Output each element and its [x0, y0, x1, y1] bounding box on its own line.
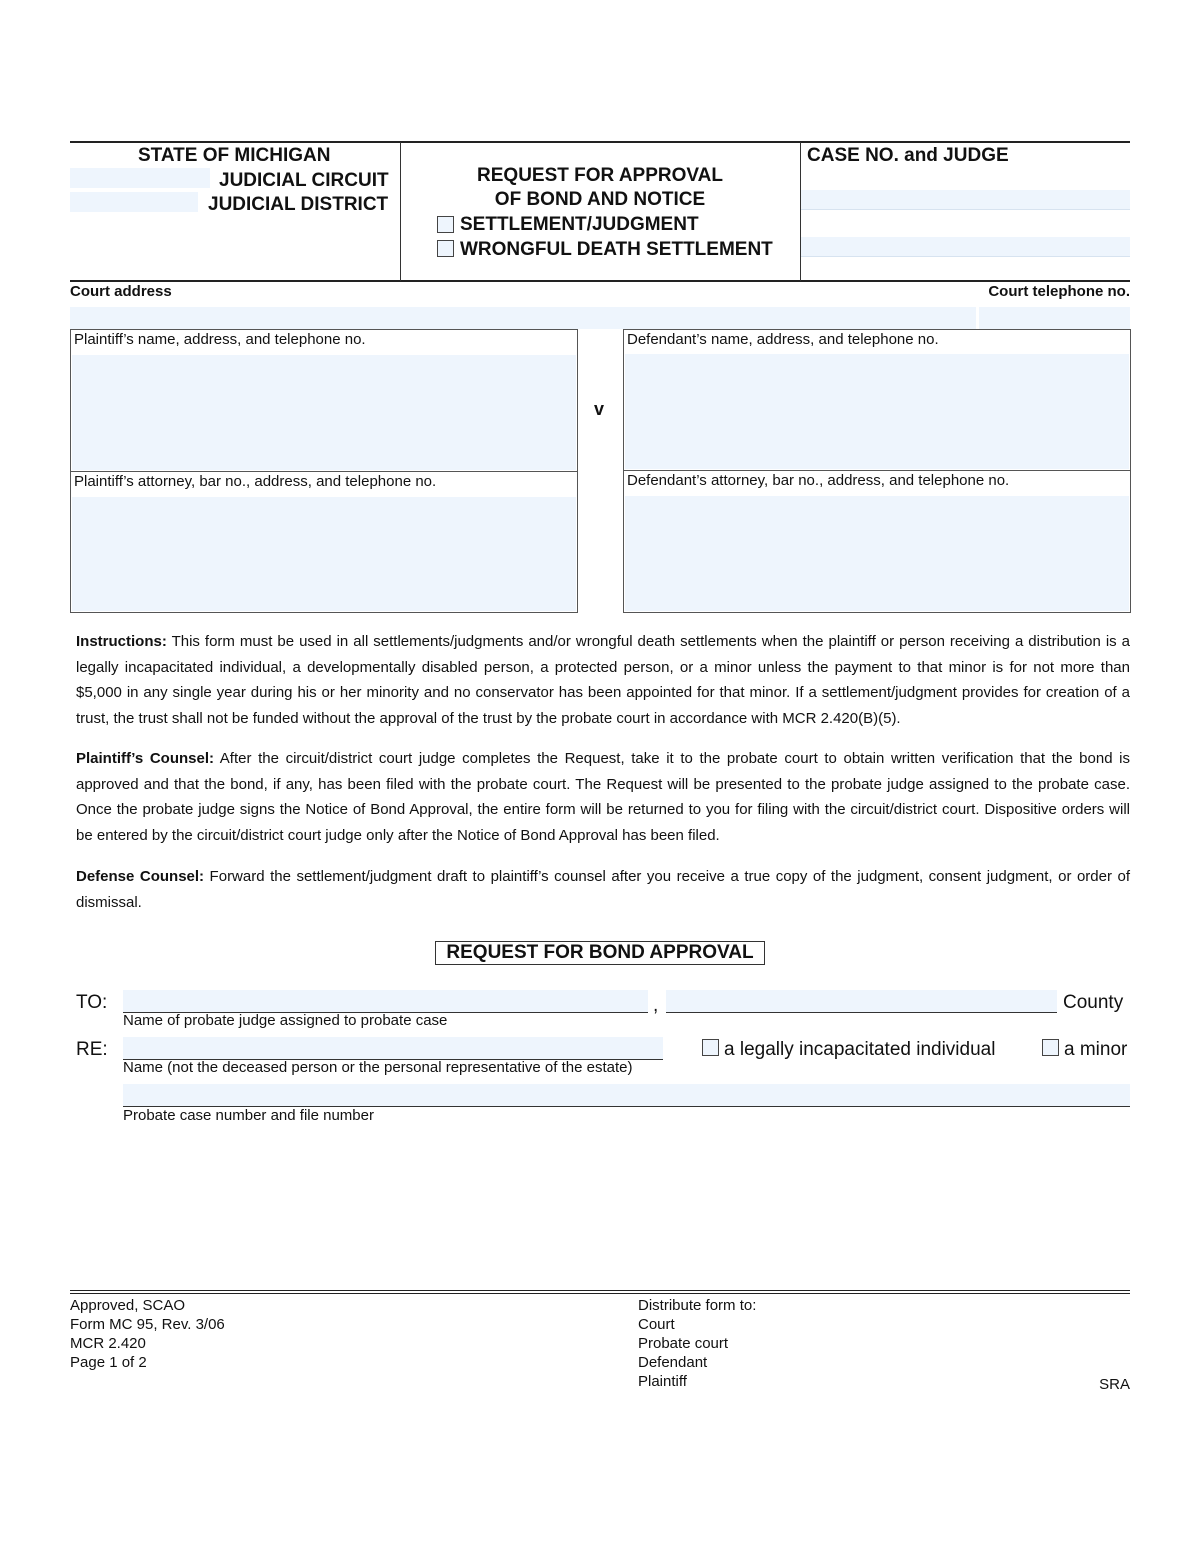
plaintiff-counsel-paragraph — [76, 746, 1130, 848]
comma-separator: , — [653, 995, 659, 1016]
circuit-input[interactable] — [70, 168, 210, 188]
settlement-option-label: SETTLEMENT/JUDGMENT — [460, 214, 699, 235]
county-underline — [666, 1012, 1057, 1013]
plaintiff-attorney-input[interactable] — [72, 497, 576, 611]
defendant-attorney-box — [623, 470, 1131, 613]
probate-case-input[interactable] — [123, 1084, 1130, 1106]
footer-form-number: Form MC 95, Rev. 3/06 — [70, 1316, 225, 1333]
settlement-checkbox[interactable] — [437, 216, 454, 233]
probate-judge-input[interactable] — [123, 990, 648, 1012]
defense-counsel-heading: Defense Counsel: — [76, 868, 205, 885]
footer-rule — [70, 1290, 1130, 1294]
footer-left-block — [70, 1296, 225, 1372]
plaintiff-input[interactable] — [72, 355, 576, 470]
distribution-item: Defendant — [638, 1354, 708, 1371]
court-telephone-input[interactable] — [979, 307, 1130, 329]
subject-name-input[interactable] — [123, 1037, 663, 1059]
footer-page-number: Page 1 of 2 — [70, 1354, 147, 1371]
county-label: County — [1063, 992, 1124, 1013]
probate-case-caption: Probate case number and file number — [123, 1107, 374, 1124]
plaintiff-box — [70, 329, 578, 472]
defendant-box — [623, 329, 1131, 471]
distribution-title: Distribute form to: — [638, 1297, 757, 1314]
versus-label: v — [594, 399, 605, 419]
court-address-label: Court address — [70, 283, 172, 300]
court-telephone-label: Court telephone no. — [988, 283, 1130, 300]
district-input[interactable] — [70, 192, 198, 212]
instructions-text: This form must be used in all settlements/judgments and/or wrongful death settlements when the plaintiff or person receiving a distribution is a legally incapacitated individual, a developmentally disabled person, a protected person, or a minor unless the payment to that minor is for not more than $5,000 in any single year during his or her minority and no conservator has been appointed for that minor. If a settlement/judgment provides for creation of a trust, the trust shall not be funded without the approval of the trust by the probate court in accordance with MCR 2.420(B)(5). — [76, 633, 1130, 727]
defense-counsel-paragraph — [76, 864, 1130, 915]
distribution-item: Court — [638, 1316, 675, 1333]
incapacitated-checkbox[interactable] — [702, 1039, 719, 1056]
plaintiff-label: Plaintiff’s name, address, and telephone no. — [74, 331, 366, 348]
defendant-attorney-label: Defendant’s attorney, bar no., address, and telephone no. — [627, 472, 1010, 489]
wrongful-death-checkbox[interactable] — [437, 240, 454, 257]
judge-input[interactable] — [801, 237, 1130, 257]
distribution-block — [638, 1296, 756, 1391]
to-label: TO: — [76, 992, 108, 1013]
header-divider-left — [400, 142, 401, 281]
plaintiff-counsel-heading: Plaintiff’s Counsel: — [76, 750, 215, 767]
distribution-item: Plaintiff — [638, 1373, 687, 1390]
plaintiff-attorney-box — [70, 471, 578, 613]
form-title-line2: OF BOND AND NOTICE — [494, 189, 706, 210]
re-label: RE: — [76, 1039, 108, 1060]
court-address-input[interactable] — [70, 307, 976, 329]
form-code: SRA — [1099, 1376, 1130, 1393]
wrongful-death-option-label: WRONGFUL DEATH SETTLEMENT — [460, 239, 773, 260]
district-label: JUDICIAL DISTRICT — [208, 194, 389, 215]
form-title-line1: REQUEST FOR APPROVAL — [477, 165, 723, 186]
incapacitated-option-label: a legally incapacitated individual — [724, 1039, 996, 1060]
case-number-input[interactable] — [801, 190, 1130, 210]
case-no-judge-label: CASE NO. and JUDGE — [807, 145, 1009, 166]
minor-checkbox[interactable] — [1042, 1039, 1059, 1056]
defendant-input[interactable] — [625, 354, 1129, 469]
county-input[interactable] — [666, 990, 1057, 1012]
distribution-item: Probate court — [638, 1335, 729, 1352]
header-bottom-rule — [70, 280, 1130, 282]
instructions-paragraph — [76, 629, 1130, 731]
defendant-label: Defendant’s name, address, and telephone no. — [627, 331, 939, 348]
request-section-title: REQUEST FOR BOND APPROVAL — [435, 941, 765, 965]
footer-court-rule: MCR 2.420 — [70, 1335, 146, 1352]
circuit-label: JUDICIAL CIRCUIT — [219, 170, 389, 191]
plaintiff-counsel-text: After the circuit/district court judge completes the Request, take it to the probate court to obtain written verification that the bond is approved and that the bond, if any, has been filed with the probate court. The Request will be presented to the probate judge assigned to the probate case. Once the probate judge signs the Notice of Bond Approval, the entire form will be returned to you for filing with the circuit/district court. Dispositive orders will be entered by the circuit/district court judge only after the Notice of Bond Approval has been filed. — [76, 750, 1130, 844]
plaintiff-attorney-label: Plaintiff’s attorney, bar no., address, and telephone no. — [74, 473, 437, 490]
defense-counsel-text: Forward the settlement/judgment draft to plaintiff’s counsel after you receive a true copy of the judgment, consent judgment, or order of dismissal. — [76, 868, 1130, 911]
instructions-heading: Instructions: — [76, 633, 167, 650]
state-label: STATE OF MICHIGAN — [138, 145, 331, 166]
header-divider-right — [800, 142, 801, 281]
footer-approved: Approved, SCAO — [70, 1297, 186, 1314]
defendant-attorney-input[interactable] — [625, 496, 1129, 611]
minor-option-label: a minor — [1064, 1039, 1128, 1060]
subject-name-caption: Name (not the deceased person or the personal representative of the estate) — [123, 1059, 633, 1076]
header-top-rule — [70, 141, 1130, 143]
probate-judge-caption: Name of probate judge assigned to probate case — [123, 1012, 448, 1029]
